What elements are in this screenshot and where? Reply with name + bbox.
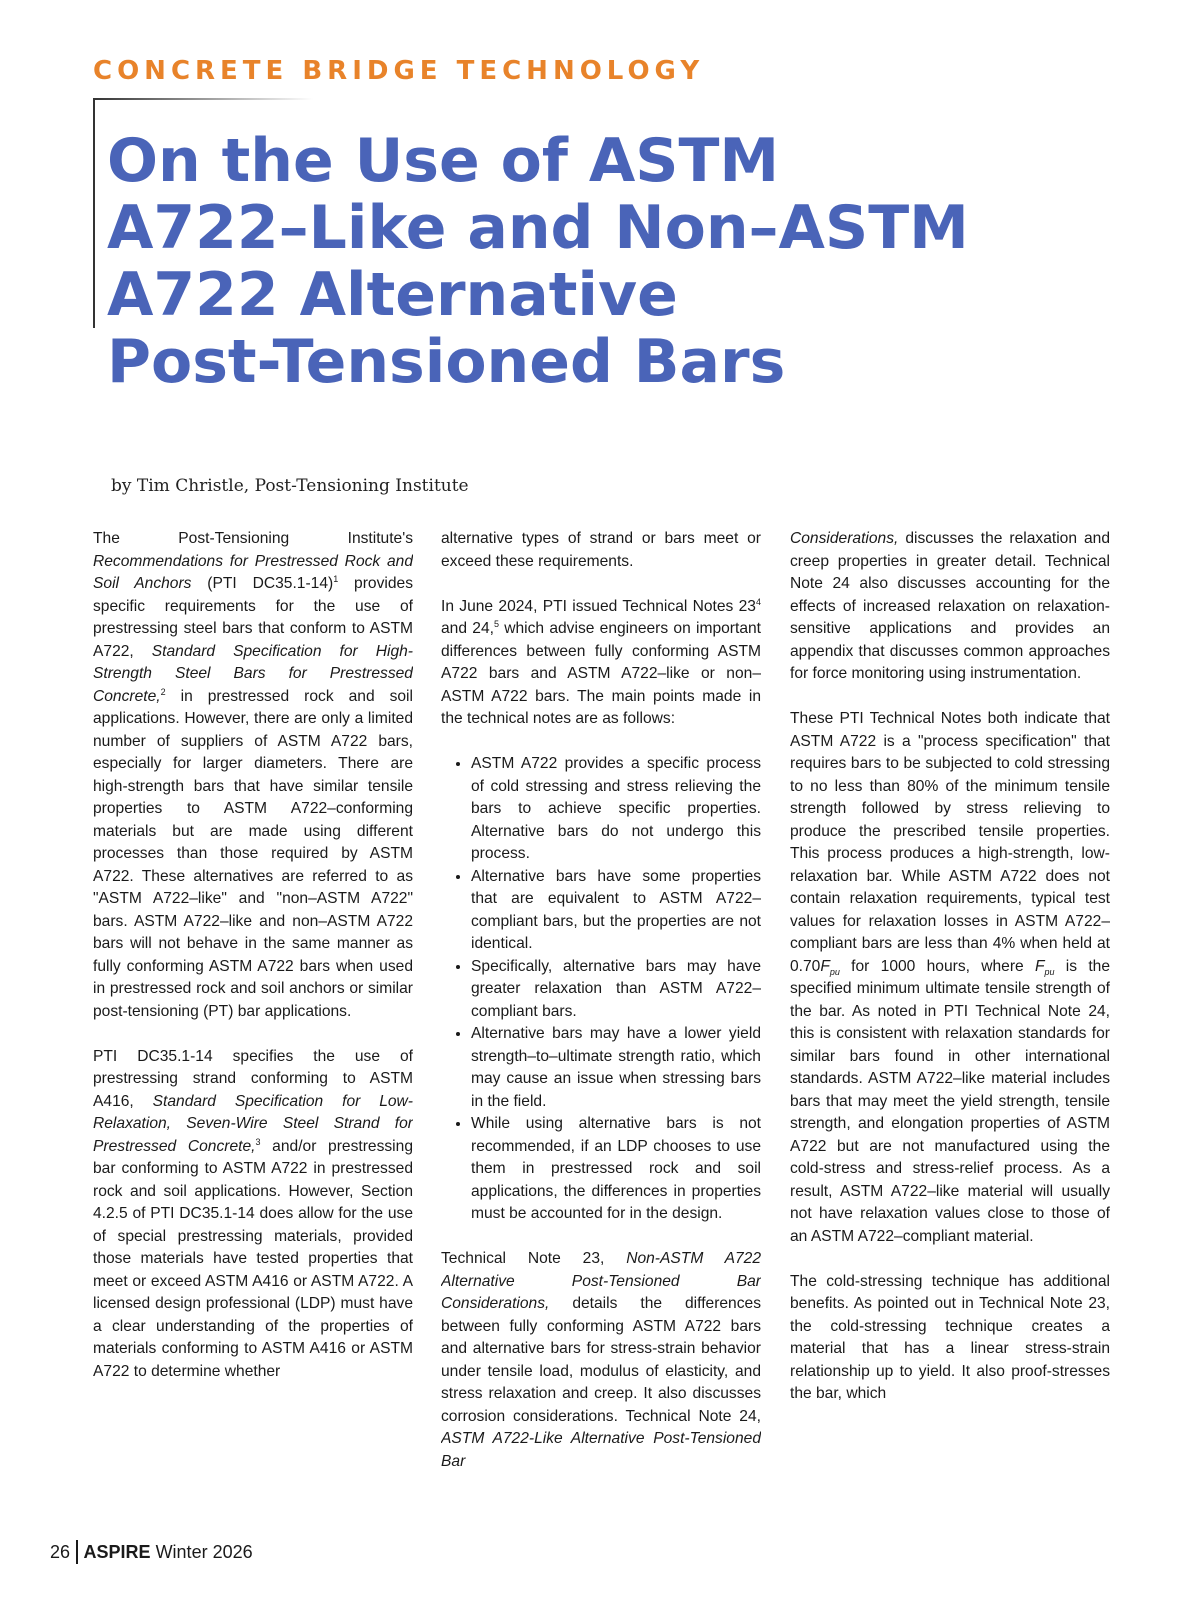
footnote-ref: 4 xyxy=(755,596,761,607)
list-item: • Specifically, alternative bars may have greater relaxation than ASTM A722–compliant bars. xyxy=(471,956,761,1024)
title-line: On the Use of ASTM xyxy=(107,126,780,196)
list-item: • Alternative bars have some properties that are equivalent to ASTM A722–compliant bars, but the properties are not identical. xyxy=(471,866,761,956)
title-line: Post-Tensioned Bars xyxy=(107,327,786,397)
text-column-3 xyxy=(790,528,1110,1518)
footnote-ref: 2 xyxy=(160,686,166,697)
bullet-list xyxy=(441,753,761,1226)
text-run: (PTI DC35.1-14) xyxy=(191,575,334,592)
italic-title: Considerations, xyxy=(790,530,899,547)
text-run: and/or prestressing bar conforming to ASTM A722 in prestressed rock and soil applications. However, Section 4.2.5 of PTI DC35.1-14 does allow for the use of special prestressing materials, provided those materials have tested properties that meet or exceed ASTM A416 or ASTM A722. A licensed design professional (LDP) must have a clear understanding of the properties of materials conforming to ASTM A416 or ASTM A722 to determine whether xyxy=(93,1137,413,1380)
section-kicker: CONCRETE BRIDGE TECHNOLOGY xyxy=(93,56,705,86)
formula-subscript: pu xyxy=(1044,966,1055,977)
italic-title: Standard Specification for Low-Relaxation, Seven-Wire Steel Strand for Prestressed Concrete, xyxy=(93,1092,413,1155)
magazine-name: ASPIRE xyxy=(83,1541,151,1562)
formula-subscript: pu xyxy=(829,966,840,977)
italic-title: Non-ASTM A722 Alternative Post-Tensioned Bar Considerations, xyxy=(441,1250,761,1312)
list-item: • ASTM A722 provides a specific process of cold stressing and stress relieving the bars to achieve specific properties. Alternative bars do not undergo this process. xyxy=(471,753,761,866)
paragraph xyxy=(93,1046,413,1384)
paragraph xyxy=(790,708,1110,1248)
issue-date: Winter 2026 xyxy=(155,1541,253,1562)
formula-variable: F xyxy=(820,957,830,975)
paragraph: The cold-stressing technique has additional benefits. As pointed out in Technical Note 23, the cold-stressing technique creates a material that has a linear stress-strain relationship up to yield. It also proof-stresses the bar, which xyxy=(790,1272,1110,1402)
text-run: is the specified minimum ultimate tensile strength of the bar. As noted in PTI Technical Note 24, this is consistent with relaxation standards for similar bars found in other international standards. ASTM A722–like material includes bars that may meet the yield strength, tensile strength, and elongation properties of ASTM A722 but are not manufactured using the cold-stress and stress-relief process. As a result, ASTM A722–like material will usually not have relaxation values close to those of an ASTM A722–compliant material. xyxy=(790,957,1110,1245)
footnote-ref: 3 xyxy=(255,1136,261,1147)
text-run: which advise engineers on important differences between fully conforming ASTM A722 bars and ASTM A722–like or non–ASTM A722 bars. The main points made in the technical notes are as follows: xyxy=(441,620,761,727)
title-line: A722–Like and Non–ASTM xyxy=(107,193,969,263)
text-column-1 xyxy=(93,528,413,1518)
list-item: • While using alternative bars is not recommended, if an LDP chooses to use them in prestressed rock and soil applications, the differences in properties must be accounted for in the design. xyxy=(471,1113,761,1226)
text-run: The Post-Tensioning Institute's xyxy=(93,530,413,547)
page-number: 26 xyxy=(50,1541,71,1562)
list-item: • Alternative bars may have a lower yield strength–to–ultimate strength ratio, which may cause an issue when stressing bars in the field. xyxy=(471,1023,761,1113)
paragraph xyxy=(441,596,761,731)
text-run: and 24, xyxy=(441,620,494,637)
paragraph xyxy=(93,528,413,1023)
page-footer xyxy=(50,1540,253,1564)
paragraph xyxy=(441,1248,761,1473)
paragraph xyxy=(790,528,1110,686)
italic-title: ASTM A722-Like Alternative Post-Tensioned Bar xyxy=(441,1430,761,1470)
text-run: In June 2024, PTI issued Technical Notes 23 xyxy=(441,597,756,615)
text-run: for 1000 hours, where xyxy=(839,957,1035,975)
text-run: PTI DC35.1-14 specifies the use of prestressing strand conforming to ASTM A416, xyxy=(93,1047,413,1110)
text-run: details the differences between fully conforming ASTM A722 bars and alternative bars for stress-strain behavior under tensile load, modulus of elasticity, and stress relaxation and creep. It also discusses corrosion considerations. Technical Note 24, xyxy=(441,1295,761,1425)
title-line: A722 Alternative xyxy=(107,260,678,330)
formula-variable: F xyxy=(1034,957,1045,975)
paragraph: alternative types of strand or bars meet or exceed these requirements. xyxy=(441,530,761,570)
article-title xyxy=(107,128,1107,396)
footer-divider xyxy=(76,1540,78,1564)
title-rule-horizontal xyxy=(93,98,313,100)
title-rule-vertical xyxy=(93,98,95,328)
italic-title: Standard Specification for High-Strength Steel Bars for Prestressed Concrete, xyxy=(93,642,413,705)
byline: by Tim Christle, Post-Tensioning Institute xyxy=(111,476,469,496)
text-run: Technical Note 23, xyxy=(441,1250,627,1267)
footnote-ref: 1 xyxy=(333,574,339,584)
italic-title: Recommendations for Prestressed Rock and Soil Anchors xyxy=(93,552,413,592)
text-column-2 xyxy=(441,528,761,1518)
text-run: These PTI Technical Notes both indicate that ASTM A722 is a "process specification" that requires bars to be subjected to cold stressing to no less than 80% of the minimum tensile strength followed by stress relieving to produce the prescribed tensile properties. This process produces a high-strength, low-relaxation bar. While ASTM A722 does not contain relaxation requirements, typical test values for relaxation losses in ASTM A722–compliant bars are less than 4% when held at 0.70 xyxy=(790,710,1110,975)
footnote-ref: 5 xyxy=(493,619,499,629)
text-run: discusses the relaxation and creep properties in greater detail. Technical Note 24 also discusses accounting for the effects of increased relaxation on relaxation-sensitive applications and provides an appendix that discusses common approaches for force monitoring using instrumentation. xyxy=(790,530,1110,682)
text-run: provides specific requirements for the use of prestressing steel bars that conform to ASTM A722, xyxy=(93,575,413,660)
text-run: in prestressed rock and soil applications. However, there are only a limited number of suppliers of ASTM A722 bars, especially for larger diameters. There are high-strength bars that have similar tensile properties to ASTM A722–conforming materials but are made using different processes than those required by ASTM A722. These alternatives are referred to as "ASTM A722–like" and "non–ASTM A722" bars. ASTM A722–like and non–ASTM A722 bars will not behave in the same manner as fully conforming ASTM A722 bars when used in prestressed rock and soil anchors or similar post-tensioning (PT) bar applications. xyxy=(93,687,413,1020)
